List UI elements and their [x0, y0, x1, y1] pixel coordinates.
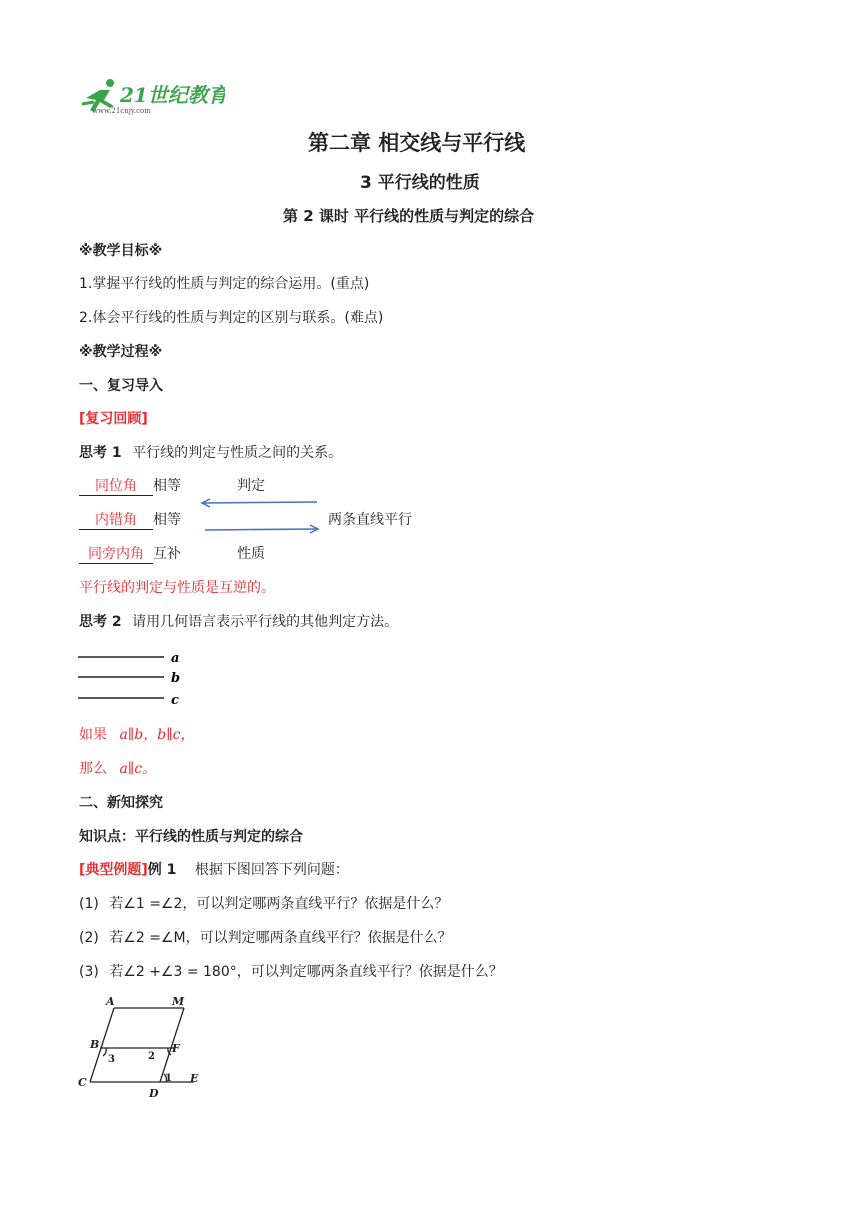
angle-label: 2 [148, 1051, 155, 1062]
chapter-title: 第二章 相交线与平行线 [308, 131, 526, 155]
arrow-left-icon [203, 502, 317, 503]
point-label: D [149, 1087, 159, 1100]
think2 [79, 611, 398, 631]
question-item [79, 927, 452, 947]
relation-text: 相等 [153, 478, 181, 494]
point-label: M [172, 995, 185, 1008]
then-prefix: 那么 [79, 761, 107, 777]
question-num: (1) [79, 896, 99, 912]
example-text: 根据下图回答下列问题： [194, 862, 349, 878]
question-text: 若∠1 =∠2，可以判定哪两条直线平行？依据是什么？ [109, 896, 449, 912]
then-expr: a∥c。 [119, 761, 157, 777]
relation-row [79, 543, 181, 564]
relation-blank: 内错角 [79, 511, 153, 530]
lesson-title: 第 2 课时 平行线的性质与判定的综合 [283, 207, 535, 225]
think1-text: 平行线的判定与性质之间的关系。 [132, 445, 343, 461]
logo-brand: 21世纪教育 [120, 83, 225, 107]
think1-label: 思考 1 [79, 445, 122, 461]
line-label: a [171, 651, 180, 666]
review-tag: [复习回顾] [79, 411, 148, 427]
angle-label: 3 [108, 1054, 115, 1065]
line-label: b [171, 671, 181, 686]
geometry-figure [76, 992, 206, 1100]
logo-url: www.21cnjy.com [92, 107, 151, 115]
knowledge-point: 知识点：平行线的性质与判定的综合 [79, 829, 303, 845]
relation-blank: 同旁内角 [79, 545, 153, 564]
arrow-right-icon [205, 529, 317, 530]
process-heading: ※教学过程※ [79, 344, 163, 360]
think2-label: 思考 2 [79, 614, 122, 630]
relation-blank: 同位角 [79, 477, 153, 496]
question-text: 若∠2 +∠3 = 180°，可以判定哪两条直线平行？依据是什么？ [109, 964, 503, 980]
goals-heading: ※教学目标※ [79, 243, 163, 259]
relation-row [79, 509, 181, 530]
relation-conclusion: 平行线的判定与性质是互逆的。 [79, 580, 275, 596]
parallel-label: 两条直线平行 [328, 512, 412, 528]
point-label: E [190, 1072, 199, 1085]
example-label: 例 1 [147, 862, 177, 878]
goal-item: 1.掌握平行线的性质与判定的综合运用。(重点) [79, 276, 370, 292]
question-num: (3) [79, 964, 99, 980]
point-label: A [106, 995, 115, 1008]
if-statement [79, 724, 195, 744]
point-label: C [78, 1076, 87, 1089]
if-prefix: 如果 [79, 727, 107, 743]
if-expr: a∥b，b∥c， [119, 727, 195, 743]
point-label: B [90, 1038, 100, 1051]
angle-label: 1 [165, 1073, 172, 1084]
think2-text: 请用几何语言表示平行线的其他判定方法。 [132, 614, 399, 630]
line-label: c [171, 693, 179, 708]
logo [80, 78, 225, 116]
logo-runner-icon [80, 78, 225, 116]
part1-heading: 一、复习导入 [79, 378, 163, 394]
example-tag: [典型例题] [79, 862, 148, 878]
relation-arrows [195, 493, 325, 537]
question-text: 若∠2 =∠M，可以判定哪两条直线平行？依据是什么？ [109, 930, 452, 946]
part2-heading: 二、新知探究 [79, 795, 163, 811]
question-item [79, 893, 448, 913]
relation-row [79, 475, 181, 496]
relation-text: 相等 [153, 512, 181, 528]
example-line [79, 859, 349, 879]
section-title: 3 平行线的性质 [360, 173, 480, 193]
judge-label: 判定 [237, 478, 265, 494]
property-label: 性质 [237, 546, 265, 562]
relation-text: 互补 [153, 546, 181, 562]
goal-item: 2.体会平行线的性质与判定的区别与联系。(难点) [79, 310, 384, 326]
think1 [79, 442, 342, 462]
question-item [79, 961, 503, 981]
then-statement [79, 758, 156, 778]
parallel-lines-figure [78, 648, 188, 710]
question-num: (2) [79, 930, 99, 946]
point-label: F [172, 1042, 180, 1055]
